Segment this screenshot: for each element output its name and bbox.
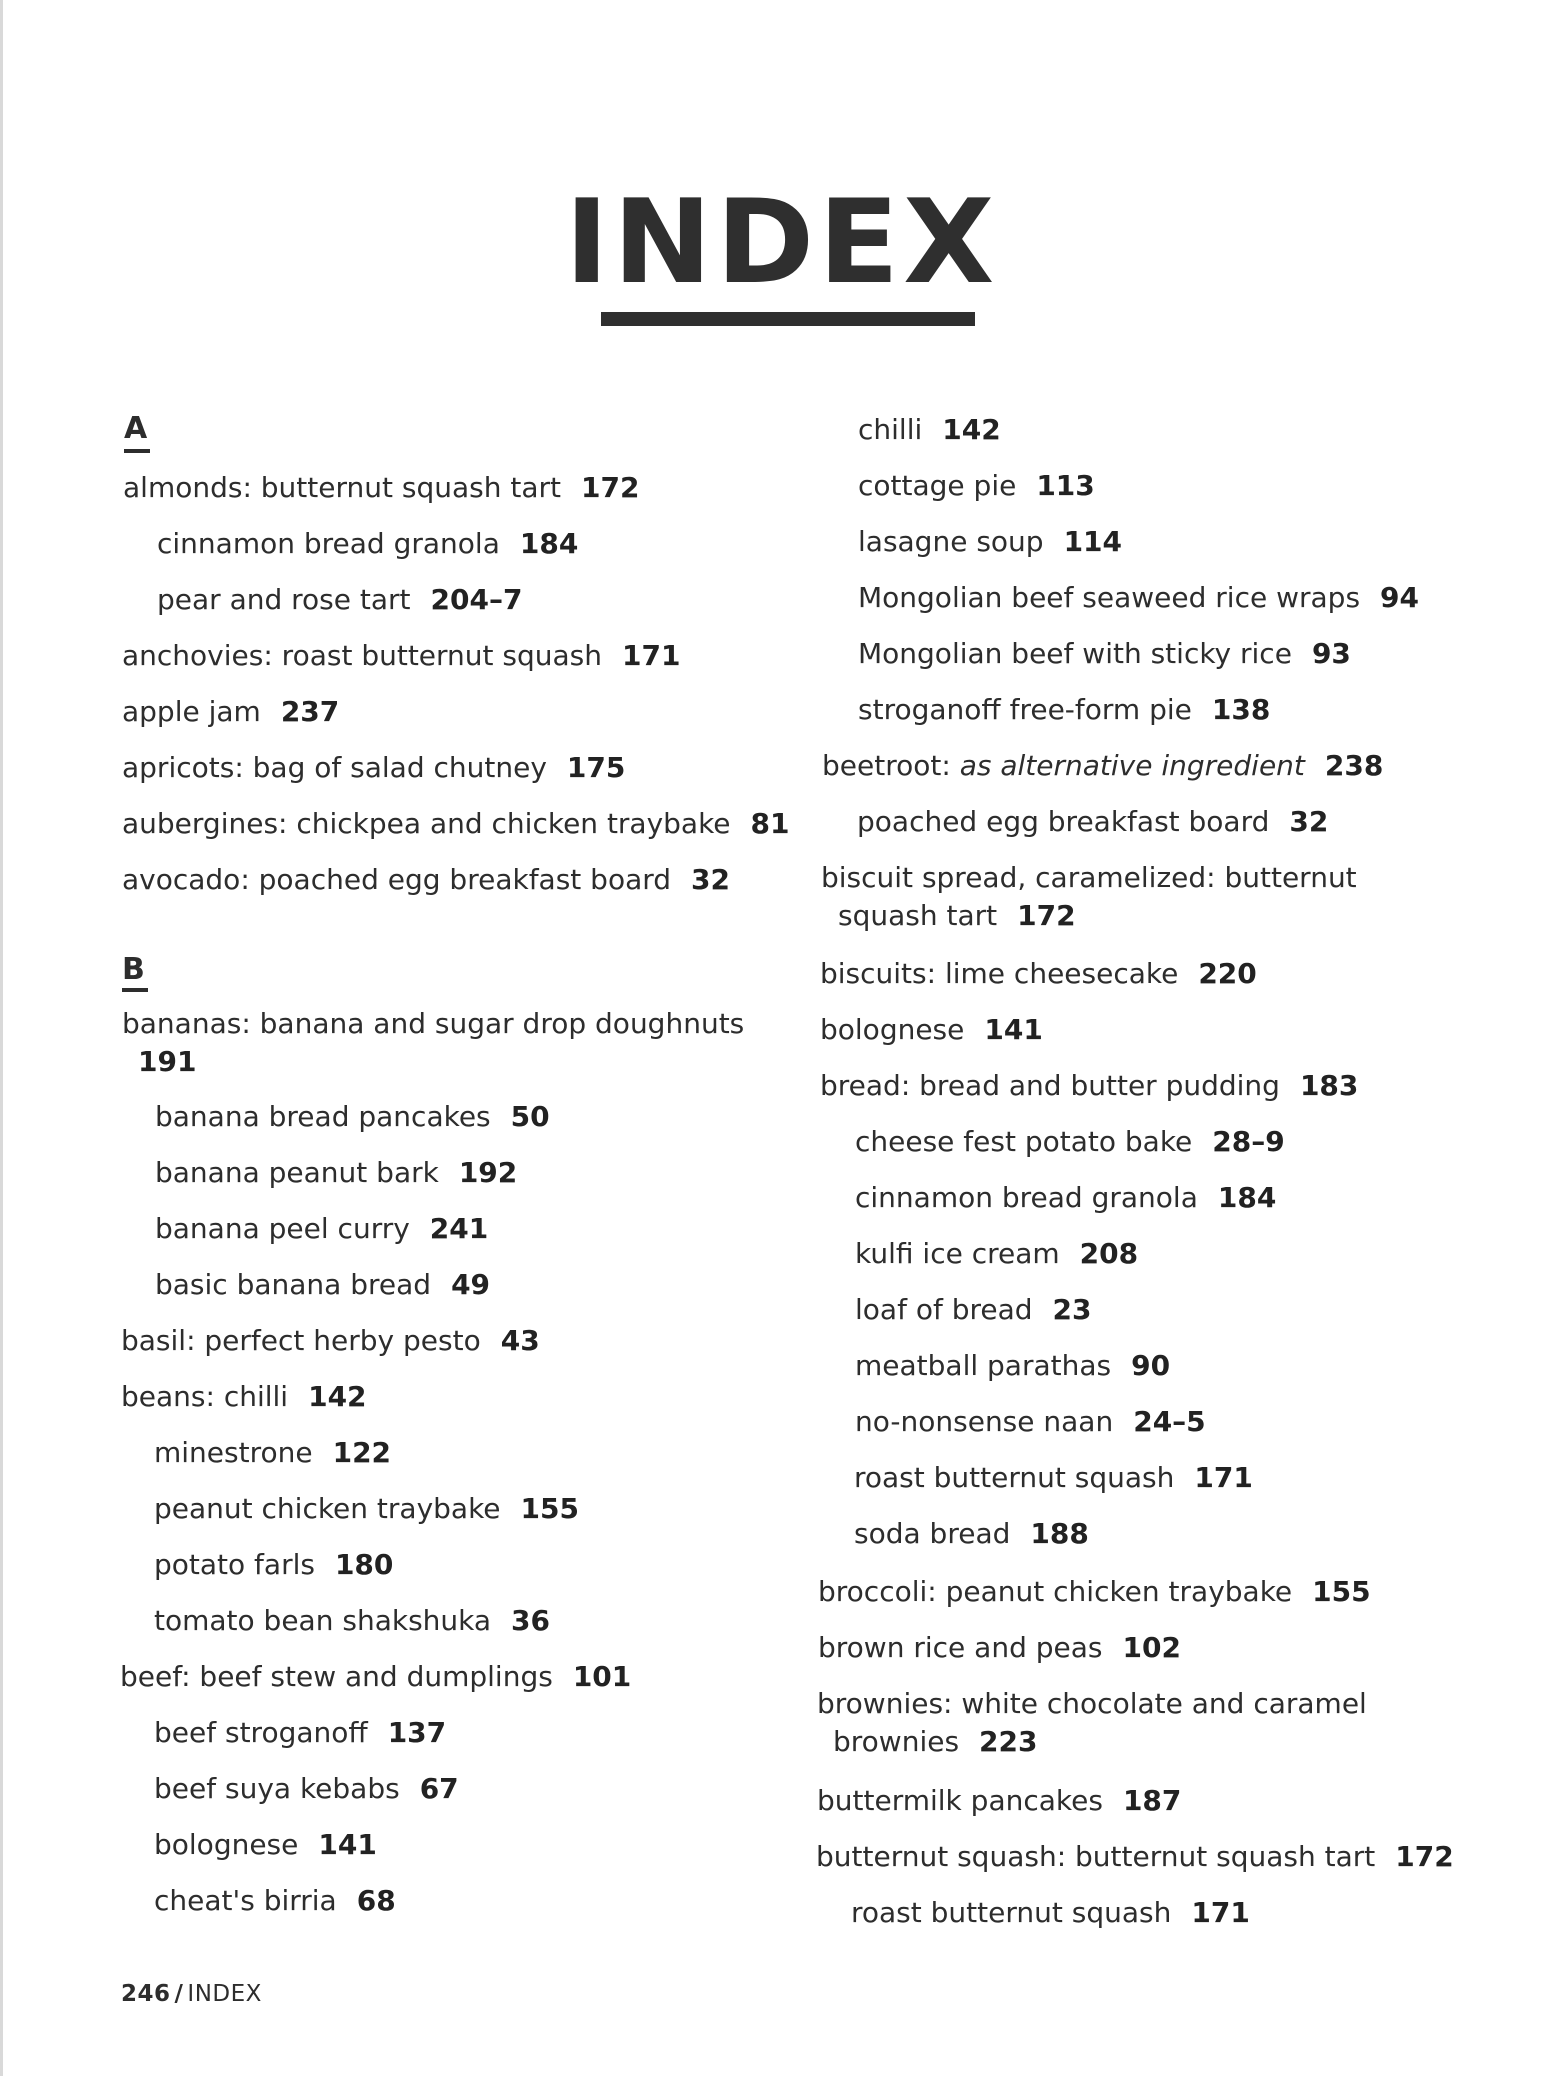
index-page: 137 [387,1716,447,1749]
title-underline [601,312,975,326]
index-page: 141 [318,1828,377,1861]
index-page: 184 [1217,1181,1277,1214]
index-entry [122,693,339,731]
index-page: 155 [1312,1575,1371,1608]
index-page: 142 [308,1380,367,1413]
index-entry [822,747,1383,785]
index-page: 180 [334,1548,394,1581]
index-term: lasagne soup [858,525,1044,558]
index-term-continued: squash tart [838,899,998,932]
page-number: 246 [121,1981,171,2007]
index-page: 187 [1122,1784,1182,1817]
index-subentry [157,525,578,563]
index-page: 50 [510,1100,550,1133]
index-page: 188 [1030,1517,1089,1550]
index-page: 237 [280,695,340,728]
index-entry [816,1838,1454,1876]
index-term: banana bread pancakes [155,1100,491,1133]
index-term-continued: brownies [833,1725,960,1758]
index-page: 93 [1311,637,1351,670]
index-term: apple jam [122,695,261,728]
index-term: stroganoff free-form pie [858,693,1192,726]
index-subentry [155,1266,490,1304]
index-page: 220 [1198,957,1257,990]
index-term: roast butternut squash [854,1461,1175,1494]
index-term: loaf of bread [855,1293,1033,1326]
index-term: kulfi ice cream [855,1237,1060,1270]
index-subentry [157,581,522,619]
index-entry [818,1629,1181,1667]
index-subentry [858,467,1095,505]
index-page: 102 [1122,1631,1181,1664]
index-entry [820,1011,1043,1049]
index-subentry [858,411,1001,449]
index-term: potato farls [154,1548,315,1581]
section-letter-b: B [122,952,145,987]
index-term: beef suya kebabs [154,1772,400,1805]
index-page: 28–9 [1212,1125,1285,1158]
footer-section: INDEX [187,1981,262,2007]
index-term: bananas: banana and sugar drop doughnuts [122,1007,745,1040]
index-subentry [855,1235,1138,1273]
index-term: apricots: bag of salad chutney [122,751,547,784]
index-term: butternut squash: butternut squash tart [816,1840,1376,1873]
index-subentry [851,1894,1250,1932]
index-page: 81 [750,807,790,840]
index-page: 192 [458,1156,518,1189]
index-term: cinnamon bread granola [157,527,500,560]
index-page: 138 [1211,693,1271,726]
index-term: basil: perfect herby pesto [121,1324,481,1357]
index-page: 171 [1194,1461,1253,1494]
index-page: 171 [622,639,681,672]
index-page: 24–5 [1133,1405,1206,1438]
index-term: broccoli: peanut chicken traybake [818,1575,1293,1608]
index-entry [120,1658,631,1696]
index-term: buttermilk pancakes [817,1784,1103,1817]
index-term: no-nonsense naan [855,1405,1114,1438]
index-page: 23 [1052,1293,1092,1326]
index-subentry [854,1459,1253,1497]
index-page: 142 [942,413,1001,446]
index-page: 172 [581,471,640,504]
index-page: 141 [984,1013,1043,1046]
index-page: 172 [1395,1840,1454,1873]
index-page: 208 [1079,1237,1139,1270]
index-page: 49 [451,1268,491,1301]
index-page: 183 [1299,1069,1359,1102]
index-subentry [858,523,1122,561]
index-subentry [154,1490,579,1528]
index-subentry [154,1882,396,1920]
index-term: beans: chilli [121,1380,289,1413]
index-page: 223 [979,1725,1038,1758]
index-entry [821,859,1357,935]
index-page: 43 [500,1324,540,1357]
index-page: 90 [1131,1349,1171,1382]
index-entry [817,1685,1367,1761]
index-term: beef: beef stew and dumplings [120,1660,553,1693]
index-page: 191 [138,1045,197,1078]
index-subentry [155,1098,550,1136]
index-page: 101 [572,1660,632,1693]
index-subentry [858,579,1419,617]
index-entry [121,1322,540,1360]
page-footer [121,1980,262,2008]
index-entry [820,1067,1358,1105]
index-entry [820,955,1257,993]
index-subentry [857,803,1328,841]
index-entry [122,637,680,675]
index-entry [818,1573,1371,1611]
index-term: avocado: poached egg breakfast board [122,863,672,896]
index-term: beef stroganoff [154,1716,368,1749]
index-term: biscuit spread, caramelized: butternut [821,861,1357,894]
index-page: 36 [511,1604,550,1637]
index-subentry [155,1210,488,1248]
index-subentry [855,1403,1206,1441]
index-entry [123,469,639,507]
index-subentry [854,1515,1089,1553]
index-term: anchovies: roast butternut squash [122,639,603,672]
index-term: banana peanut bark [155,1156,439,1189]
index-term: cheat's birria [154,1884,337,1917]
footer-separator: / [174,1981,184,2007]
title-block [0,175,1564,310]
index-term: meatball parathas [855,1349,1112,1382]
index-page: 32 [691,863,731,896]
index-term: brown rice and peas [818,1631,1103,1664]
index-page: 113 [1036,469,1095,502]
index-term: cinnamon bread granola [855,1181,1198,1214]
index-entry [121,1378,367,1416]
page-title: INDEX [565,175,999,310]
index-subentry [154,1714,446,1752]
index-term-italic: as alternative ingredient [959,749,1305,782]
section-letter-a: A [124,411,148,446]
index-term: bolognese [820,1013,965,1046]
index-page: 155 [520,1492,579,1525]
index-subentry [154,1434,391,1472]
index-page: 241 [429,1212,489,1245]
index-term: Mongolian beef seaweed rice wraps [858,581,1361,614]
index-subentry [855,1347,1170,1385]
index-page: 67 [419,1772,459,1805]
index-term: bread: bread and butter pudding [820,1069,1280,1102]
section-letter-a-underline [124,449,150,453]
index-term: Mongolian beef with sticky rice [858,637,1292,670]
index-term: chilli [858,413,923,446]
index-subentry [154,1770,459,1808]
index-term: almonds: butternut squash tart [123,471,562,504]
index-subentry [154,1602,550,1640]
index-entry [122,749,625,787]
index-term: peanut chicken traybake [154,1492,501,1525]
index-subentry [155,1154,517,1192]
index-term: tomato bean shakshuka [154,1604,492,1637]
index-page: 172 [1017,899,1076,932]
index-page: 122 [332,1436,392,1469]
index-subentry [154,1826,377,1864]
index-term: cheese fest potato bake [855,1125,1193,1158]
index-subentry [858,691,1270,729]
index-entry [817,1782,1181,1820]
index-page: 114 [1063,525,1123,558]
index-page: 175 [566,751,626,784]
index-term: pear and rose tart [157,583,411,616]
index-term: minestrone [154,1436,313,1469]
index-term: poached egg breakfast board [857,805,1270,838]
section-letter-b-underline [122,988,148,992]
index-subentry [858,635,1351,673]
index-term: basic banana bread [155,1268,432,1301]
index-term: beetroot: [822,749,951,782]
index-entry [122,861,730,899]
index-page: 184 [519,527,579,560]
index-term: soda bread [854,1517,1011,1550]
index-entry [122,805,790,843]
index-term: aubergines: chickpea and chicken traybake [122,807,731,840]
index-term: banana peel curry [155,1212,410,1245]
index-page: 171 [1191,1896,1250,1929]
index-entry [122,1005,744,1081]
index-page: 238 [1324,749,1384,782]
index-subentry [154,1546,393,1584]
page-edge [0,0,3,2076]
index-subentry [855,1123,1285,1161]
index-term: cottage pie [858,469,1017,502]
index-term: brownies: white chocolate and caramel [817,1687,1367,1720]
index-subentry [855,1179,1276,1217]
index-term: biscuits: lime cheesecake [820,957,1179,990]
index-page: 68 [356,1884,396,1917]
index-term: bolognese [154,1828,299,1861]
index-page: 32 [1289,805,1329,838]
index-page: 94 [1380,581,1419,614]
index-page: 204–7 [430,583,523,616]
index-subentry [855,1291,1092,1329]
index-term: roast butternut squash [851,1896,1172,1929]
